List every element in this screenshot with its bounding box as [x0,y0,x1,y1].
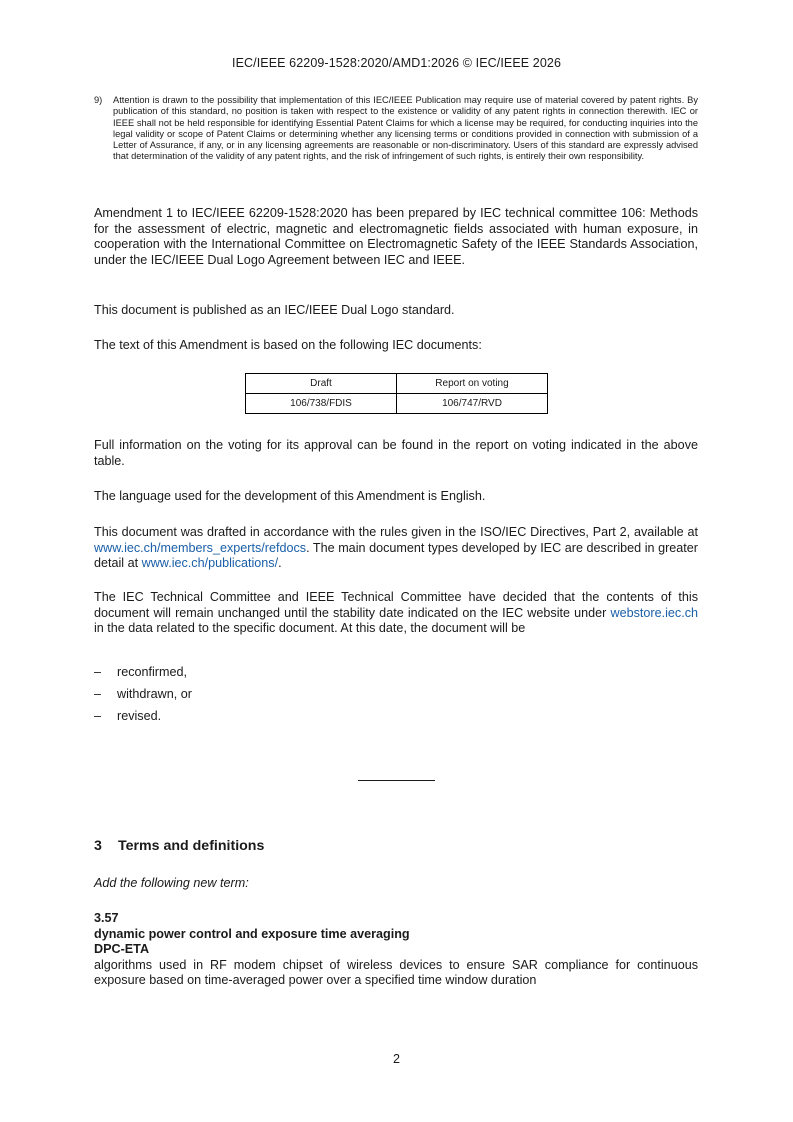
stability-text-1: The IEC Technical Committee and IEEE Technical Committee have decided that the contents of this document will remain unchanged until the stability date indicated on the IEC website under [94,590,698,620]
term-number: 3.57 [94,911,119,925]
voting-table [245,373,548,414]
list-item-text: reconfirmed, [117,665,187,679]
list-dash: – [94,709,102,723]
separator-rule [358,780,435,781]
term-name: dynamic power control and exposure time averaging [94,926,410,941]
drafted-text-3: . [278,556,282,570]
list-dash: – [94,687,102,701]
drafted-text-1: This document was drafted in accordance with the rules given in the ISO/IEC Directives, Part 2, available at [94,525,698,539]
refdocs-link[interactable]: www.iec.ch/members_experts/refdocs [94,540,307,555]
term-abbreviation: DPC-ETA [94,942,150,956]
stability-text-2: in the data related to the specific document. At this date, the document will be [94,621,526,635]
term-definition: algorithms used in RF modem chipset of wireless devices to ensure SAR compliance for continuous exposure based on time-averaged power over a specified time window duration [94,957,698,987]
voting-table-header-row [246,374,548,394]
page-header: IEC/IEEE 62209-1528:2020/AMD1:2026 © IEC/IEEE 2026 [232,56,561,70]
language-paragraph: The language used for the development of this Amendment is English. [94,489,486,503]
footnote-9 [94,95,698,163]
list-dash: – [94,665,102,679]
footnote-number: 9) [94,95,103,105]
full-info-paragraph: Full information on the voting for its approval can be found in the report on voting indicated in the above table. [94,438,698,468]
drafted-text-2: . The main document types developed by IEC are described in greater detail at [94,540,698,570]
voting-table-header-report: Report on voting [397,374,548,394]
voting-table-cell-report: 106/747/RVD [397,394,548,414]
page-number: 2 [392,1052,400,1066]
section-title: Terms and definitions [118,838,265,854]
amendment-paragraph: Amendment 1 to IEC/IEEE 62209-1528:2020 has been prepared by IEC technical committee 106: Methods for the assessment of electric, magnetic and electromagnetic fields associated with human exposure, in cooperation with the International Committee on Electromagnetic Safety of the IEEE Standards Association, under the IEC/IEEE Dual Logo Agreement between IEC and IEEE. [94,206,698,267]
stability-paragraph [94,590,698,637]
drafted-paragraph [94,525,698,572]
based-on-paragraph: The text of this Amendment is based on the following IEC documents: [94,338,482,352]
dual-logo-paragraph: This document is published as an IEC/IEEE Dual Logo standard. [94,303,455,317]
list-item-text: withdrawn, or [117,687,192,701]
voting-table-row [246,394,548,414]
list-item-text: revised. [117,709,162,723]
webstore-link[interactable]: webstore.iec.ch [610,605,698,620]
section-heading [94,838,264,854]
section-instruction: Add the following new term: [94,876,249,890]
term-entry [94,911,698,989]
voting-table-header-draft: Draft [246,374,397,394]
footnote-text: Attention is drawn to the possibility that implementation of this IEC/IEEE Publication may require use of material covered by patent rights. By publication of this standard, no position is taken with respect to the existence or validity of any patent rights in connection therewith. IEC or IEEE shall not be held responsible for identifying Essential Patent Claims for which a license may be required, for conducting inquiries into the legal validity or scope of Patent Claims or determining whether any licensing terms or conditions provided in connection with submission of a Letter of Assurance, if any, or in any licensing agreements are reasonable or non-discriminatory. Users of this standard are expressly advised that determination of the validity of any patent rights, and the risk of infringement of such rights, is entirely their own responsibility. [113,95,698,162]
section-number: 3 [94,838,102,854]
publications-link[interactable]: www.iec.ch/publications/ [141,556,279,570]
voting-table-cell-draft: 106/738/FDIS [246,394,397,414]
